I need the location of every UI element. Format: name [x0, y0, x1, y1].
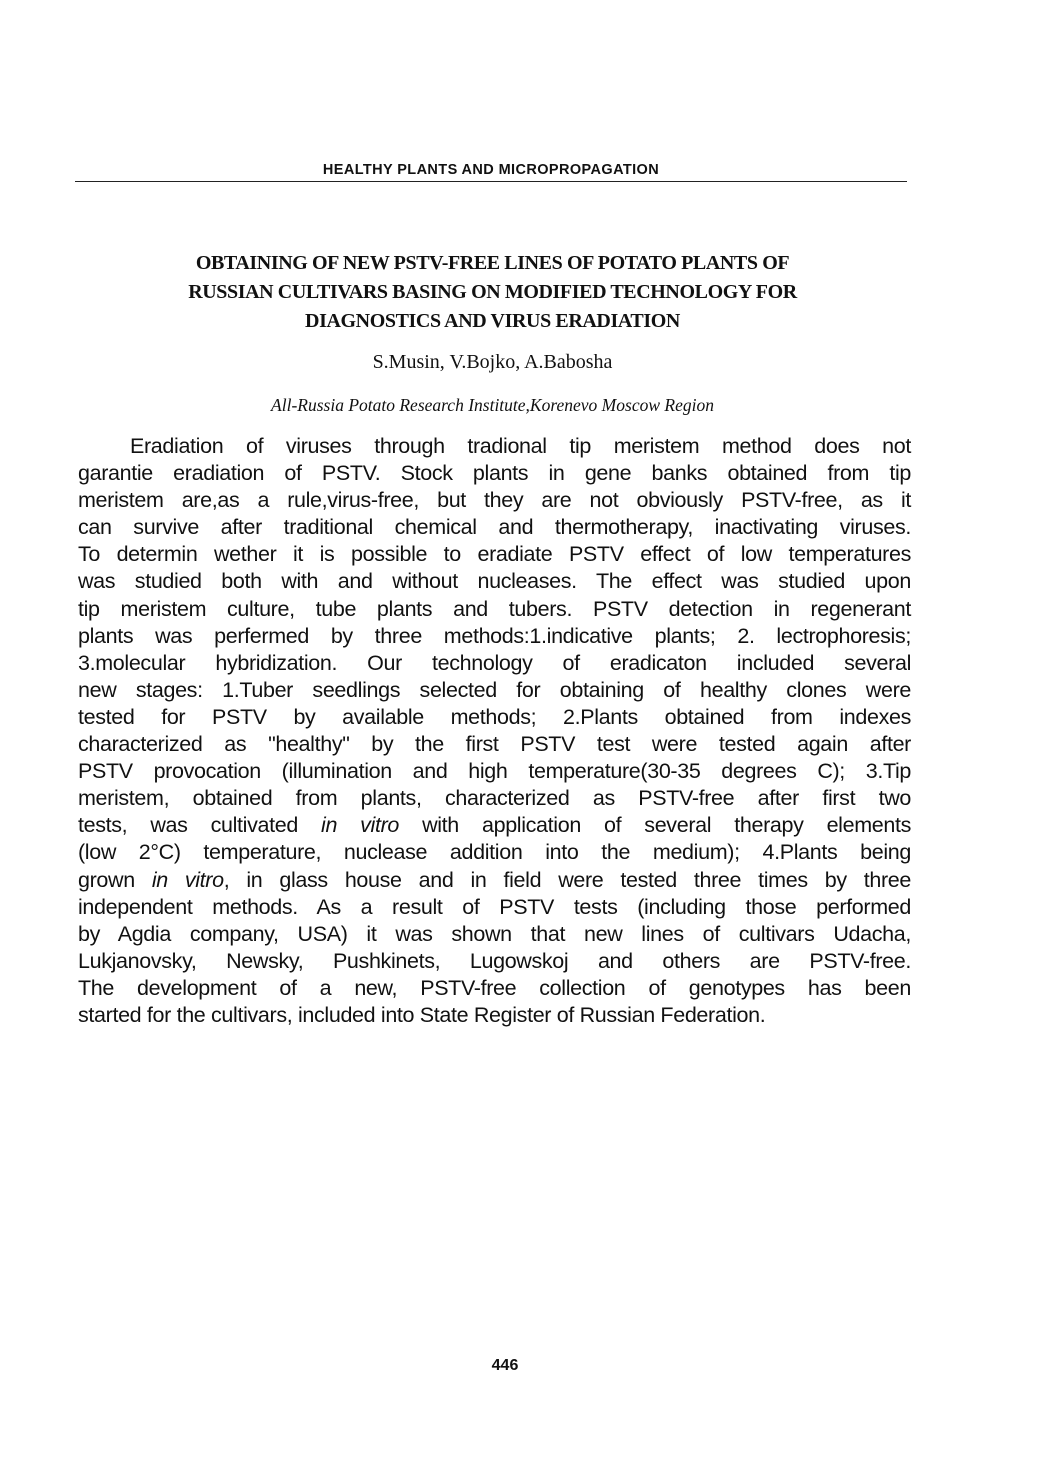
abstract-text: independent methods. As a result of PSTV tests (including those performed [78, 894, 911, 919]
abstract-line [78, 650, 911, 677]
abstract-text: new stages: 1.Tuber seedlings selected for obtaining of healthy clones were [78, 677, 911, 702]
abstract-text: tests, was cultivated [78, 813, 322, 838]
abstract-italic-term: in vitro [321, 813, 399, 838]
abstract-text: started for the cultivars, included into State Register of Russian Federation. [78, 1002, 766, 1027]
abstract-line [78, 1002, 911, 1029]
abstract-text: meristem are,as a rule,virus-free, but they are not obviously PSTV-free, as it [78, 488, 911, 513]
abstract-text: was studied both with and without nucleases. The effect was studied upon [78, 569, 911, 594]
abstract-text: grown [78, 867, 152, 892]
abstract-text: tip meristem culture, tube plants and tubers. PSTV detection in regenerant [78, 596, 911, 621]
title-line: RUSSIAN CULTIVARS BASING ON MODIFIED TECHNOLOGY FOR [188, 281, 797, 303]
abstract-line [78, 894, 911, 921]
abstract-line [78, 731, 911, 758]
running-header: HEALTHY PLANTS AND MICROPROPAGATION [322, 162, 660, 178]
abstract-text: Lukjanovsky, Newsky, Pushkinets, Lugowskoj and others are PSTV-free. [78, 948, 911, 973]
abstract-text: To determin wether it is possible to eradiate PSTV effect of low temperatures [78, 542, 911, 567]
abstract-line [78, 758, 911, 785]
abstract-text: 3.molecular hybridization. Our technology of eradicaton included several [78, 650, 911, 675]
abstract-text: by Agdia company, USA) it was shown that new lines of cultivars Udacha, [78, 921, 911, 946]
abstract-text: garantie eradiation of PSTV. Stock plants in gene banks obtained from tip [78, 461, 911, 486]
abstract-line [78, 867, 911, 894]
abstract-line [78, 568, 911, 595]
abstract-body [78, 433, 911, 1029]
abstract-italic-term: in vitro [151, 867, 224, 892]
abstract-text: (low 2°C) temperature, nuclease addition into the medium); 4.Plants being [78, 840, 911, 865]
header-rule [75, 181, 907, 182]
abstract-text: The development of a new, PSTV-free collection of genotypes has been [78, 975, 911, 1000]
paper-title [95, 249, 890, 336]
abstract-text: , in glass house and in field were tested three times by three [223, 867, 911, 892]
abstract-line [78, 541, 911, 568]
abstract-line [78, 704, 911, 731]
abstract-line [78, 812, 911, 839]
page-number: 446 [491, 1357, 519, 1374]
title-line: DIAGNOSTICS AND VIRUS ERADIATION [305, 310, 680, 332]
abstract-line [78, 975, 911, 1002]
abstract-line [78, 433, 911, 460]
affiliation: All-Russia Potato Research Institute,Korenevo Moscow Region [271, 395, 714, 415]
abstract-line [78, 487, 911, 514]
abstract-text: with application of several therapy elements [399, 813, 912, 838]
abstract-line [78, 623, 911, 650]
abstract-text: can survive after traditional chemical and thermotherapy, inactivating viruses. [78, 515, 911, 540]
abstract-line [78, 596, 911, 623]
authors: S.Musin, V.Bojko, A.Babosha [372, 351, 613, 373]
abstract-line [78, 460, 911, 487]
abstract-line [78, 677, 911, 704]
abstract-text: meristem, obtained from plants, characterized as PSTV-free after first two [78, 786, 911, 811]
abstract-text: Eradiation of viruses through tradional tip meristem method does not [130, 434, 911, 458]
abstract-line [78, 921, 911, 948]
abstract-text: plants was perfermed by three methods:1.indicative plants; 2. lectrophoresis; [78, 623, 911, 648]
abstract-line [78, 948, 911, 975]
abstract-text: PSTV provocation (illumination and high temperature(30-35 degrees C); 3.Tip [78, 759, 911, 784]
abstract-line [78, 785, 911, 812]
abstract-text: tested for PSTV by available methods; 2.Plants obtained from indexes [78, 704, 911, 729]
abstract-text: characterized as "healthy" by the first PSTV test were tested again after [78, 732, 911, 757]
title-line: OBTAINING OF NEW PSTV-FREE LINES OF POTATO PLANTS OF [195, 252, 790, 274]
abstract-line [78, 514, 911, 541]
abstract-line [78, 839, 911, 866]
